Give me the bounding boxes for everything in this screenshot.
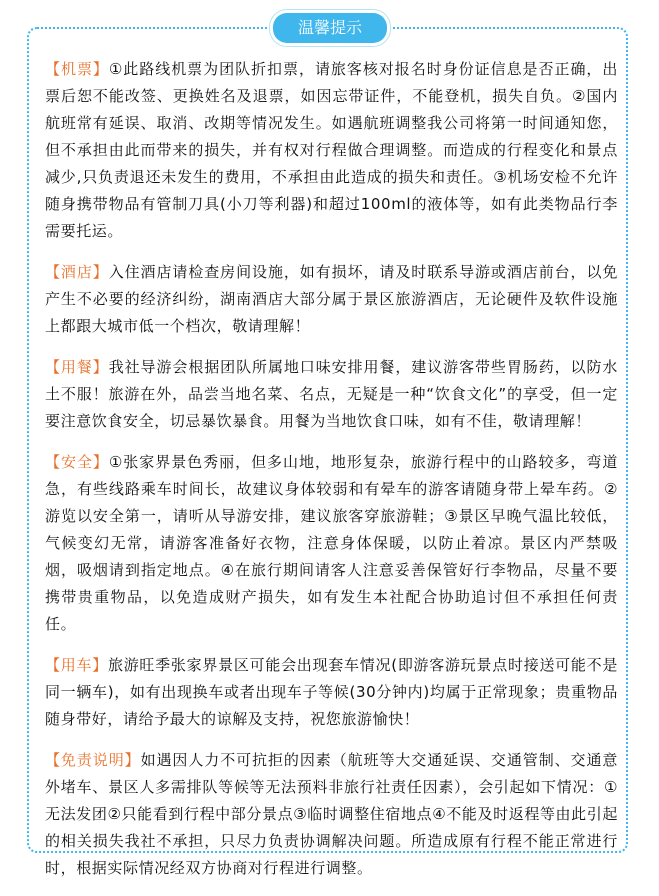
notice-content — [45, 56, 618, 896]
section-tag: 【用餐】 — [45, 358, 109, 376]
section-tag: 【免责说明】 — [45, 751, 141, 769]
section-meals — [45, 354, 618, 435]
section-safety — [45, 449, 618, 638]
section-disclaimer — [45, 747, 618, 882]
section-text: 旅游旺季张家界景区可能会出现套车情况(即游客游玩景点时接送可能不是同一辆车)，如有出现换车或者出现车子等候(30分钟内)均属于正常现象；贵重物品随身带好，请给予最大的谅解及支持，祝您旅游愉快！ — [45, 656, 618, 728]
section-tag: 【用车】 — [45, 656, 108, 674]
section-text: 我社导游会根据团队所属地口味安排用餐，建议游客带些胃肠药，以防水土不服！旅游在外，品尝当地名菜、名点，无疑是一种“饮食文化”的享受，但一定要注意饮食安全，切忌暴饮暴食。用餐为当地饮食口味，如有不佳，敬请理解！ — [45, 358, 618, 430]
notice-title: 温馨提示 — [273, 13, 387, 43]
section-text: ①张家界景色秀丽，但多山地，地形复杂，旅游行程中的山路较多，弯道急，有些线路乘车时间长，故建议身体较弱和有晕车的游客请随身带上晕车药。②游览以安全第一，请听从导游安排，建议旅客穿旅游鞋；③景区早晚气温比较低，气候变幻无常，请游客准备好衣物，注意身体保暖，以防止着凉。景区内严禁吸烟，吸烟请到指定地点。④在旅行期间请客人注意妥善保管好行李物品，尽量不要携带贵重物品，以免造成财产损失，如有发生本社配合协助追讨但不承担任何责任。 — [45, 453, 618, 633]
section-text: 如遇因人力不可抗拒的因素（航班等大交通延误、交通管制、交通意外堵车、景区人多需排队等候等无法预料非旅行社责任因素），会引起如下情况：①无法发团②只能看到行程中部分景点③临时调整住宿地点④不能及时返程等由此引起的相关损失我社不承担，只尽力负责协调解决问题。所造成原有行程不能正常进行时，根据实际情况经双方协商对行程进行调整。 — [45, 751, 618, 877]
section-tag: 【安全】 — [45, 453, 109, 471]
section-vehicle — [45, 652, 618, 733]
section-text: 入住酒店请检查房间设施，如有损坏，请及时联系导游或酒店前台，以免产生不必要的经济纠纷，湖南酒店大部分属于景区旅游酒店，无论硬件及软件设施上都跟大城市低一个档次，敬请理解！ — [45, 263, 618, 335]
section-text: ①此路线机票为团队折扣票，请旅客核对报名时身份证信息是否正确，出票后恕不能改签、更换姓名及退票，如因忘带证件，不能登机，损失自负。②国内航班常有延误、取消、改期等情况发生。如遇航班调整我公司将第一时间通知您，但不承担由此而带来的损失，并有权对行程做合理调整。而造成的行程变化和景点减少,只负责退还未发生的费用，不承担由此造成的损失和责任。③机场安检不允许随身携带物品有管制刀具(小刀等利器)和超过100ml的液体等，如有此类物品行李需要托运。 — [45, 60, 618, 240]
section-ticket — [45, 56, 618, 245]
section-tag: 【机票】 — [45, 60, 109, 78]
section-tag: 【酒店】 — [45, 263, 109, 281]
section-hotel — [45, 259, 618, 340]
